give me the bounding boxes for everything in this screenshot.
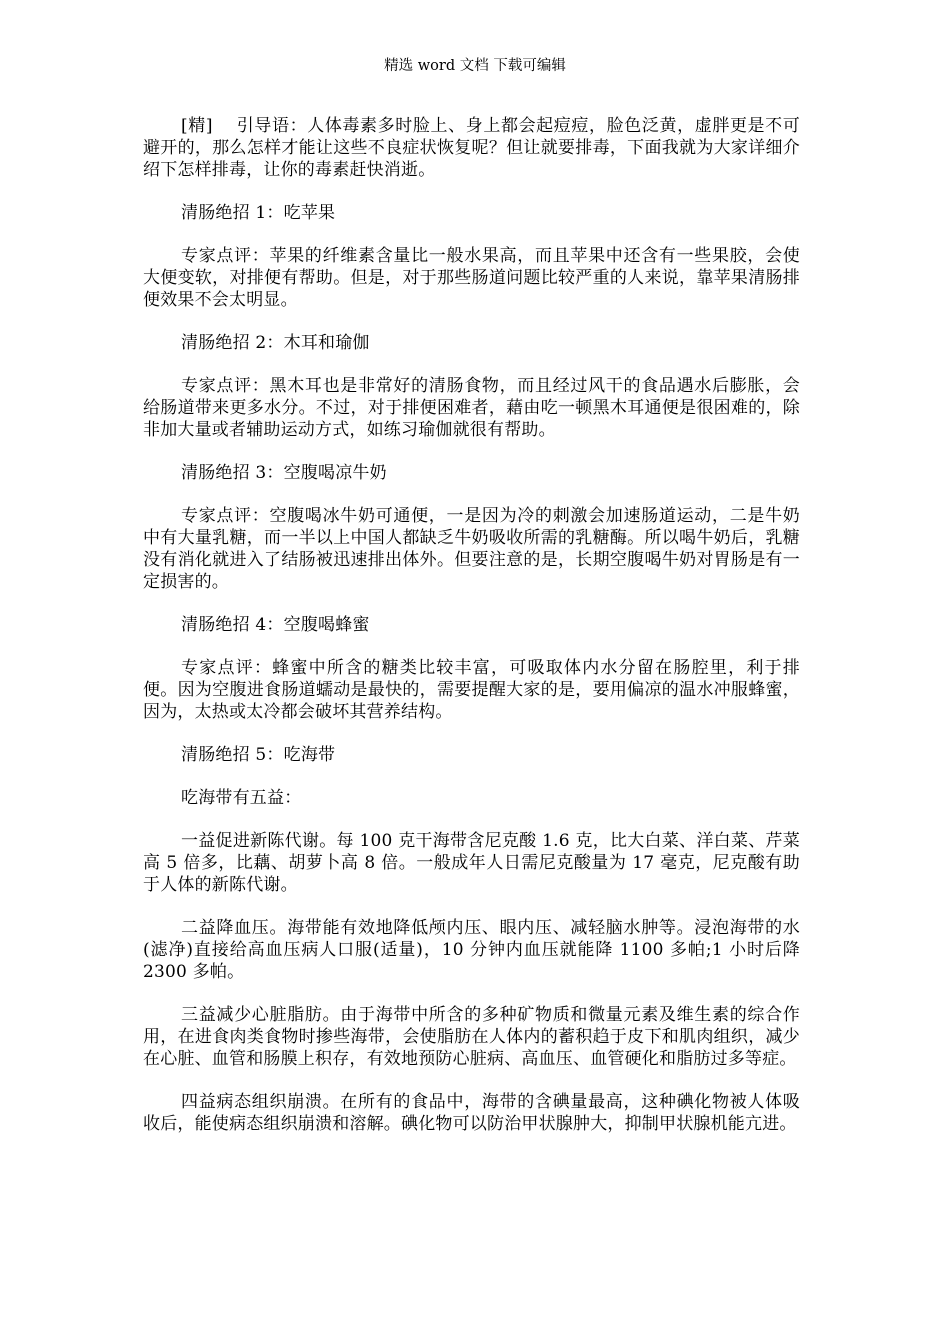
benefit-4: 四益病态组织崩溃。在所有的食品中，海带的含碘量最高，这种碘化物被人体吸收后，能使病态组织崩溃和溶解。碘化物可以防治甲状腺肿大，抑制甲状腺机能亢进。	[143, 1092, 800, 1134]
expert-comment-1: 专家点评：苹果的纤维素含量比一般水果高，而且苹果中还含有一些果胶，会使大便变软，对排便有帮助。但是，对于那些肠道问题比较严重的人来说，靠苹果清肠排便效果不会太明显。	[143, 246, 800, 310]
benefit-2: 二益降血压。海带能有效地降低颅内压、眼内压、减轻脑水肿等。浸泡海带的水(滤净)直接给高血压病人口服(适量)，10 分钟内血压就能降 1100 多帕;1 小时后降 2300 多帕。	[143, 918, 800, 982]
intro-paragraph: [精] 引导语：人体毒素多时脸上、身上都会起痘痘，脸色泛黄，虚胖更是不可避开的，那么怎样才能让这些不良症状恢复呢？但让就要排毒，下面我就为大家详细介绍下怎样排毒，让你的毒素赶快消逝。	[143, 116, 800, 180]
section-heading-3: 清肠绝招 3：空腹喝凉牛奶	[181, 463, 387, 483]
document-body	[143, 115, 800, 1156]
expert-comment-4: 专家点评：蜂蜜中所含的糖类比较丰富，可吸取体内水分留在肠腔里，利于排便。因为空腹进食肠道蠕动是最快的，需要提醒大家的是，要用偏凉的温水冲服蜂蜜，因为，太热或太冷都会破坏其营养结构。	[143, 658, 800, 722]
section-heading-5: 清肠绝招 5：吃海带	[181, 745, 336, 765]
expert-comment-2: 专家点评：黑木耳也是非常好的清肠食物，而且经过风干的食品遇水后膨胀，会给肠道带来更多水分。不过，对于排便困难者，藉由吃一顿黑木耳通便是很困难的，除非加大量或者辅助运动方式，如练习瑜伽就很有帮助。	[143, 376, 800, 440]
expert-comment-3: 专家点评：空腹喝冰牛奶可通便，一是因为冷的刺激会加速肠道运动，二是牛奶中有大量乳糖，而一半以上中国人都缺乏牛奶吸收所需的乳糖酶。所以喝牛奶后，乳糖没有消化就进入了结肠被迅速排出体外。但要注意的是，长期空腹喝牛奶对胃肠是有一定损害的。	[143, 506, 800, 592]
benefits-intro: 吃海带有五益：	[181, 788, 302, 808]
section-heading-4: 清肠绝招 4：空腹喝蜂蜜	[181, 615, 370, 635]
section-heading-2: 清肠绝招 2：木耳和瑜伽	[181, 333, 370, 353]
benefit-1: 一益促进新陈代谢。每 100 克干海带含尼克酸 1.6 克，比大白菜、洋白菜、芹菜高 5 倍多，比藕、胡萝卜高 8 倍。一般成年人日需尼克酸量为 17 毫克，尼克酸有助于人体的新陈代谢。	[143, 831, 800, 895]
benefit-3: 三益减少心脏脂肪。由于海带中所含的多种矿物质和微量元素及维生素的综合作用，在进食肉类食物时掺些海带，会使脂肪在人体内的蓄积趋于皮下和肌肉组织，减少在心脏、血管和肠膜上积存，有效地预防心脏病、高血压、血管硬化和脂肪过多等症。	[143, 1005, 800, 1069]
page-header: 精选 word 文档 下载可编辑	[384, 58, 566, 74]
section-heading-1: 清肠绝招 1：吃苹果	[181, 203, 336, 223]
